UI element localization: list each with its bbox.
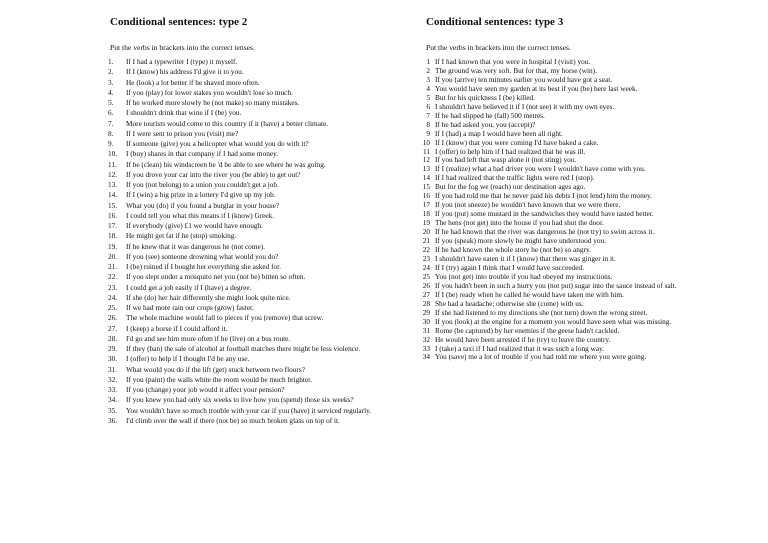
exercise-item bbox=[110, 89, 385, 98]
section-heading-type-2: Conditional sentences: type 2 bbox=[110, 16, 248, 28]
item-number: 30 bbox=[422, 316, 430, 326]
item-text: I (keep) a horse if I could afford it. bbox=[126, 323, 228, 333]
item-text: If he had asked you, you (accept)? bbox=[435, 119, 536, 129]
item-text: If I had known that you were in hospital I (visit) you. bbox=[435, 57, 591, 66]
item-text: If I (had) a map I would have been all right. bbox=[435, 128, 563, 138]
item-number: 17. bbox=[108, 221, 118, 230]
item-text: But for his quickness I (be) killed. bbox=[435, 92, 535, 102]
item-text: If she had listened to my directions she (not turn) down the wrong street. bbox=[435, 307, 648, 317]
item-text: I shouldn't drink that wine if I (be) you. bbox=[126, 108, 242, 118]
exercise-item bbox=[110, 314, 385, 323]
item-number: 21. bbox=[108, 262, 118, 271]
exercise-item bbox=[110, 253, 385, 262]
item-text: The whole machine would fall to pieces if you (remove) that screw. bbox=[126, 313, 324, 323]
item-number: 4. bbox=[108, 87, 114, 97]
exercise-item bbox=[110, 335, 385, 344]
exercise-item bbox=[110, 79, 385, 88]
item-number: 34 bbox=[422, 352, 430, 362]
item-text: If I (be) ready when he called he would have taken me with him. bbox=[435, 289, 624, 299]
exercise-list-type-2 bbox=[110, 58, 385, 425]
item-number: 32 bbox=[422, 334, 430, 344]
item-text: If you drove your car into the river you (be able) to get out? bbox=[126, 169, 301, 179]
exercise-item bbox=[110, 68, 385, 77]
item-text: You (not get) into trouble if you had obeyed my instructions. bbox=[435, 271, 613, 281]
item-text: If you slept under a mosquito net you (not be) bitten so often. bbox=[126, 272, 306, 282]
item-number: 31. bbox=[108, 364, 118, 374]
item-text: If I (know) that you were coming I'd have baked a cake. bbox=[435, 137, 599, 147]
item-number: 27. bbox=[108, 323, 118, 333]
item-number: 29 bbox=[422, 307, 430, 317]
item-number: 6 bbox=[426, 101, 430, 111]
exercise-item bbox=[110, 263, 385, 272]
item-text: If I had realized that the traffic lights were red I (stop). bbox=[435, 173, 595, 183]
item-text: If you had told me that he never paid his debts I (not lend) him the money. bbox=[435, 191, 652, 201]
exercise-item bbox=[110, 120, 385, 129]
item-text: If I (know) his address I'd give it to you. bbox=[126, 67, 244, 77]
item-number: 19 bbox=[422, 218, 430, 228]
item-number: 20. bbox=[108, 251, 118, 261]
item-number: 24 bbox=[422, 262, 430, 272]
item-number: 24. bbox=[108, 292, 118, 302]
item-text: He might get fat if he (stop) smoking. bbox=[126, 231, 237, 241]
item-text: If you hadn't been in such a hurry you (not put) sugar into the sauce instead of salt. bbox=[435, 280, 677, 290]
item-number: 11. bbox=[108, 159, 117, 169]
item-number: 2 bbox=[426, 65, 430, 75]
item-text: If he knew that it was dangerous he (not come). bbox=[126, 241, 266, 251]
item-text: You would have seen my garden at its best if you (be) here last week. bbox=[435, 83, 638, 93]
item-number: 22. bbox=[108, 272, 118, 282]
section-heading-type-3: Conditional sentences: type 3 bbox=[426, 16, 564, 28]
item-number: 33. bbox=[108, 385, 118, 394]
exercise-list-type-3 bbox=[422, 57, 691, 362]
item-number: 2. bbox=[108, 67, 114, 77]
item-number: 16 bbox=[422, 191, 430, 201]
item-text: If you (arrive) ten minutes earlier you would have got a seat. bbox=[435, 74, 613, 84]
exercise-item bbox=[110, 181, 385, 190]
item-text: I'd climb over the wall if there (not be) so much broken glass on top of it. bbox=[126, 415, 340, 425]
item-text: If he worked more slowly he (not make) so many mistakes. bbox=[126, 98, 300, 107]
item-text: If I (realize) what a bad driver you were I wouldn't have come with you. bbox=[435, 164, 646, 174]
type-2-section bbox=[110, 16, 385, 427]
item-text: What would you do if the lift (get) stuck between two floors? bbox=[126, 364, 305, 374]
item-number: 28 bbox=[422, 298, 430, 308]
exercise-item bbox=[110, 232, 385, 241]
item-number: 8 bbox=[426, 119, 430, 129]
item-text: If he had slipped he (fall) 500 metres. bbox=[435, 110, 545, 120]
item-number: 5. bbox=[108, 98, 114, 107]
exercise-item bbox=[110, 212, 385, 221]
item-number: 10. bbox=[108, 149, 118, 159]
item-number: 11 bbox=[422, 146, 430, 156]
item-number: 8. bbox=[108, 128, 114, 138]
item-text: I could tell you what this means if I (know) Greek. bbox=[126, 210, 275, 220]
item-text: I shouldn't have eaten it if I (know) that there was ginger in it. bbox=[435, 253, 616, 263]
exercise-item bbox=[110, 304, 385, 313]
item-number: 33 bbox=[422, 343, 430, 353]
item-number: 14 bbox=[422, 173, 430, 183]
item-number: 10 bbox=[422, 137, 430, 147]
item-text: If he had known the whole story he (not be) so angry. bbox=[435, 245, 591, 255]
item-text: If I were sent to prison you (visit) me? bbox=[126, 128, 239, 138]
item-text: I (buy) shares in that company if I had some money. bbox=[126, 149, 279, 159]
item-number: 15 bbox=[422, 182, 430, 192]
item-number: 21 bbox=[422, 236, 430, 246]
item-text: He (look) a lot better if he shaved more often. bbox=[126, 77, 260, 87]
exercise-item bbox=[110, 417, 385, 426]
item-number: 28. bbox=[108, 333, 118, 343]
exercise-item bbox=[110, 273, 385, 282]
exercise-item bbox=[110, 396, 385, 405]
item-number: 32. bbox=[108, 374, 118, 384]
item-number: 13 bbox=[422, 164, 430, 174]
exercise-item bbox=[110, 407, 385, 416]
item-number: 23 bbox=[422, 253, 430, 263]
item-text: I (offer) to help him if I had realized that he was ill. bbox=[435, 146, 586, 156]
exercise-item bbox=[110, 243, 385, 252]
item-text: But for the fog we (reach) our destination ages ago. bbox=[435, 182, 586, 192]
item-text: I (take) a taxi if I had realized that it was such a long way. bbox=[435, 343, 605, 353]
item-number: 35. bbox=[108, 405, 118, 415]
item-text: If we had more rain our crops (grow) faster. bbox=[126, 303, 254, 312]
item-number: 27 bbox=[422, 289, 430, 299]
item-number: 6. bbox=[108, 108, 114, 118]
exercise-item bbox=[422, 352, 691, 362]
item-number: 9 bbox=[426, 128, 430, 138]
item-number: 13. bbox=[108, 180, 118, 189]
item-number: 22 bbox=[422, 245, 430, 255]
item-number: 16. bbox=[108, 210, 118, 220]
item-number: 20 bbox=[422, 227, 430, 237]
item-text: More tourists would come to this country if it (have) a better climate. bbox=[126, 118, 329, 128]
item-number: 26 bbox=[422, 280, 430, 290]
item-number: 12. bbox=[108, 169, 118, 179]
item-text: If you (speak) more slowly he might have understood you. bbox=[435, 236, 607, 246]
exercise-item bbox=[110, 222, 385, 231]
item-number: 1 bbox=[426, 57, 430, 66]
item-text: I'd go and see him more often if he (live) on a bus route. bbox=[126, 333, 291, 343]
item-text: The hens (not get) into the house if you had shut the door. bbox=[435, 218, 604, 228]
item-number: 19. bbox=[108, 241, 118, 251]
exercise-item bbox=[110, 191, 385, 200]
item-text: I could get a job easily if I (have) a degree. bbox=[126, 282, 252, 292]
item-number: 4 bbox=[426, 83, 430, 93]
item-text: If I (try) again I think that I would have succeeded. bbox=[435, 262, 584, 272]
item-text: Rome (be captured) by her enemies if the geese hadn't cackled. bbox=[435, 325, 620, 335]
exercise-item bbox=[110, 140, 385, 149]
item-number: 23. bbox=[108, 282, 118, 292]
item-text: She had a headache; otherwise she (come) with us. bbox=[435, 298, 584, 308]
exercise-item bbox=[110, 99, 385, 108]
item-number: 1. bbox=[108, 57, 114, 66]
item-number: 36. bbox=[108, 415, 118, 425]
item-text: If you had left that wasp alone it (not sting) you. bbox=[435, 155, 577, 165]
type-3-section bbox=[422, 16, 691, 362]
exercise-item bbox=[110, 366, 385, 375]
item-number: 30. bbox=[108, 354, 118, 364]
item-number: 34. bbox=[108, 395, 118, 405]
exercise-item bbox=[110, 325, 385, 334]
item-text: What you (do) if you found a burglar in your house? bbox=[126, 200, 280, 210]
exercise-item bbox=[110, 130, 385, 139]
item-text: If they (ban) the sale of alcohol at football matches there might be less violence. bbox=[126, 344, 361, 353]
item-text: You wouldn't have so much trouble with your car if you (have) it serviced regularly. bbox=[126, 405, 372, 415]
item-number: 25. bbox=[108, 303, 118, 312]
item-text: If you (play) for lower stakes you wouldn't lose so much. bbox=[126, 87, 293, 97]
item-text: If everybody (give) £1 we would have enough. bbox=[126, 221, 263, 230]
item-number: 12 bbox=[422, 155, 430, 165]
item-number: 7 bbox=[426, 110, 430, 120]
item-text: If you (put) some mustard in the sandwiches they would have tasted better. bbox=[435, 209, 654, 219]
exercise-item bbox=[110, 294, 385, 303]
item-number: 26. bbox=[108, 313, 118, 323]
item-text: If he (clean) his windscreen he 'd be able to see where he was going. bbox=[126, 159, 326, 169]
item-number: 9. bbox=[108, 139, 114, 148]
instruction-type-3: Put the verbs in brackets into the correct tenses. bbox=[426, 43, 571, 52]
item-number: 3. bbox=[108, 77, 114, 87]
exercise-item bbox=[110, 202, 385, 211]
item-number: 15. bbox=[108, 200, 118, 210]
exercise-item bbox=[110, 355, 385, 364]
instruction-type-2: Put the verbs in brackets into the correct tenses. bbox=[110, 43, 255, 52]
item-number: 7. bbox=[108, 118, 114, 128]
exercise-item bbox=[110, 161, 385, 170]
item-text: I (be) ruined if I bought her everything she asked for. bbox=[126, 262, 282, 271]
item-text: I shouldn't have believed it if I (not see) it with my own eyes. bbox=[435, 101, 615, 111]
item-text: If she (do) her hair differently she might look quite nice. bbox=[126, 292, 291, 302]
exercise-item bbox=[110, 345, 385, 354]
item-text: You (save) me a lot of trouble if you had told me where you were going. bbox=[435, 352, 647, 362]
exercise-item bbox=[110, 58, 385, 67]
item-text: If you (see) someone drowning what would you do? bbox=[126, 251, 279, 261]
item-number: 18. bbox=[108, 231, 118, 241]
item-text: If you knew you had only six weeks to live how you (spend) those six weeks? bbox=[126, 395, 354, 405]
item-text: If you (change) your job would it affect your pension? bbox=[126, 385, 285, 394]
item-number: 14. bbox=[108, 190, 118, 200]
exercise-item bbox=[110, 376, 385, 385]
exercise-item bbox=[110, 386, 385, 395]
item-number: 3 bbox=[426, 74, 430, 84]
item-text: If you (look) at the engine for a moment you would have seen what was missing. bbox=[435, 316, 672, 326]
item-text: If someone (give) you a helicopter what would you do with it? bbox=[126, 139, 309, 148]
exercise-item bbox=[110, 284, 385, 293]
item-text: He would have been arrested if he (try) to leave the country. bbox=[435, 334, 611, 344]
item-text: If you (not belong) to a union you couldn't get a job. bbox=[126, 180, 279, 189]
item-text: If you (paint) the walls white the room would be much brighter. bbox=[126, 374, 313, 384]
item-text: If he had known that the river was dangerous he (not try) to swim across it. bbox=[435, 227, 655, 237]
item-number: 5 bbox=[426, 92, 430, 102]
item-number: 18 bbox=[422, 209, 430, 219]
item-text: If I had a typewriter I (type) it myself. bbox=[126, 57, 238, 66]
item-text: If I (win) a big prize in a lottery I'd give up my job. bbox=[126, 190, 276, 200]
item-number: 29. bbox=[108, 344, 118, 353]
exercise-item bbox=[110, 171, 385, 180]
item-number: 31 bbox=[422, 325, 430, 335]
exercise-item bbox=[110, 150, 385, 159]
item-number: 17 bbox=[422, 200, 430, 210]
item-number: 25 bbox=[422, 271, 430, 281]
item-text: The ground was very soft. But for that, my horse (win). bbox=[435, 65, 597, 75]
exercise-item bbox=[110, 109, 385, 118]
item-text: If you (not sneeze) he wouldn't have known that we were there. bbox=[435, 200, 621, 210]
item-text: I (offer) to help if I thought I'd be any use. bbox=[126, 354, 250, 364]
